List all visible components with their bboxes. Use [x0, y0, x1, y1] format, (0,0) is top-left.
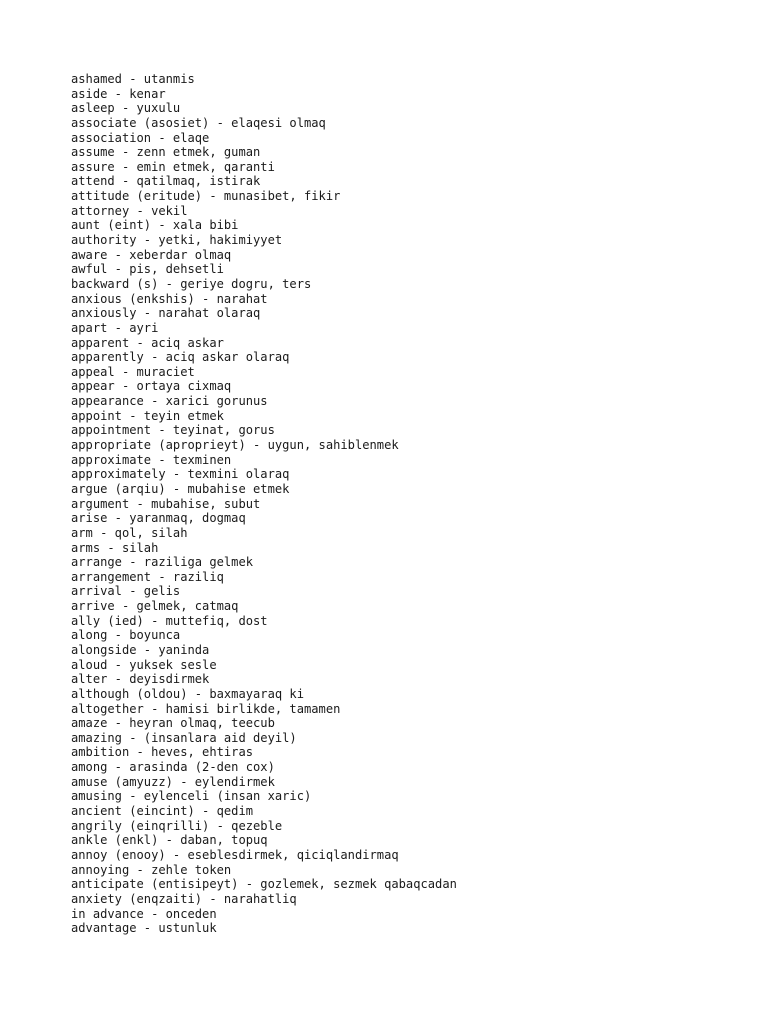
- vocabulary-entry: attitude (eritude) - munasibet, fikir: [71, 189, 341, 204]
- vocabulary-entry: appear - ortaya cixmaq: [71, 379, 232, 394]
- vocabulary-entry: appropriate (aproprieyt) - uygun, sahiblenmek: [71, 438, 399, 453]
- vocabulary-entry: altogether - hamisi birlikde, tamamen: [71, 701, 341, 716]
- vocabulary-entry: aloud - yuksek sesle: [71, 657, 217, 672]
- vocabulary-entry: appearance - xarici gorunus: [71, 394, 268, 409]
- vocabulary-entry: apparently - aciq askar olaraq: [71, 350, 290, 365]
- vocabulary-entry: arrangement - raziliq: [71, 569, 224, 584]
- vocabulary-entry: anxious (enkshis) - narahat: [71, 291, 268, 306]
- vocabulary-entry: associate (asosiet) - elaqesi olmaq: [71, 115, 326, 130]
- vocabulary-entry: although (oldou) - baxmayaraq ki: [71, 686, 304, 701]
- vocabulary-entry: anxiety (enqzaiti) - narahatliq: [71, 891, 297, 906]
- vocabulary-entry: authority - yetki, hakimiyyet: [71, 233, 283, 248]
- vocabulary-entry: arrival - gelis: [71, 584, 181, 599]
- vocabulary-entry: among - arasinda (2-den cox): [71, 760, 275, 775]
- vocabulary-entry: appoint - teyin etmek: [71, 408, 224, 423]
- vocabulary-entry: ancient (eincint) - qedim: [71, 804, 254, 819]
- vocabulary-entry: arms - silah: [71, 540, 159, 555]
- vocabulary-entry: annoy (enooy) - eseblesdirmek, qiciqlandirmaq: [71, 847, 399, 862]
- vocabulary-entry: anxiously - narahat olaraq: [71, 306, 261, 321]
- vocabulary-entry: backward (s) - geriye dogru, ters: [71, 276, 312, 291]
- vocabulary-entry: appointment - teyinat, gorus: [71, 423, 275, 438]
- vocabulary-entry: arm - qol, silah: [71, 525, 188, 540]
- vocabulary-entry: aside - kenar: [71, 86, 166, 101]
- vocabulary-entry: ankle (enkl) - daban, topuq: [71, 833, 268, 848]
- vocabulary-entry: in advance - onceden: [71, 906, 217, 921]
- vocabulary-entry: ally (ied) - muttefiq, dost: [71, 613, 268, 628]
- vocabulary-entry: awful - pis, dehsetli: [71, 262, 224, 277]
- vocabulary-entry: apparent - aciq askar: [71, 335, 224, 350]
- vocabulary-entry: asleep - yuxulu: [71, 101, 181, 116]
- vocabulary-entry: advantage - ustunluk: [71, 921, 217, 936]
- vocabulary-entry: amaze - heyran olmaq, teecub: [71, 716, 275, 731]
- vocabulary-entry: alter - deyisdirmek: [71, 672, 210, 687]
- vocabulary-entry: amazing - (insanlara aid deyil): [71, 730, 297, 745]
- vocabulary-entry: angrily (einqrilli) - qezeble: [71, 818, 283, 833]
- vocabulary-entry: ashamed - utanmis: [71, 72, 195, 86]
- vocabulary-entry: appeal - muraciet: [71, 364, 195, 379]
- vocabulary-entry: approximately - texmini olaraq: [71, 467, 290, 482]
- vocabulary-entry: along - boyunca: [71, 628, 181, 643]
- vocabulary-entry: aware - xeberdar olmaq: [71, 247, 232, 262]
- vocabulary-entry: ambition - heves, ehtiras: [71, 745, 254, 760]
- vocabulary-entry: anticipate (entisipeyt) - gozlemek, sezmek qabaqcadan: [71, 877, 457, 892]
- vocabulary-entry: argument - mubahise, subut: [71, 496, 261, 511]
- vocabulary-entry: association - elaqe: [71, 130, 210, 145]
- vocabulary-entry: amuse (amyuzz) - eylendirmek: [71, 774, 275, 789]
- vocabulary-entry: arise - yaranmaq, dogmaq: [71, 511, 246, 526]
- vocabulary-entry: assure - emin etmek, qaranti: [71, 159, 275, 174]
- vocabulary-entry: arrange - raziliga gelmek: [71, 555, 254, 570]
- vocabulary-entry: aunt (eint) - xala bibi: [71, 218, 239, 233]
- vocabulary-entry: approximate - texminen: [71, 452, 232, 467]
- vocabulary-entry: attorney - vekil: [71, 203, 188, 218]
- vocabulary-entry: argue (arqiu) - mubahise etmek: [71, 481, 290, 496]
- vocabulary-list: [71, 72, 457, 936]
- vocabulary-entry: apart - ayri: [71, 320, 159, 335]
- vocabulary-entry: annoying - zehle token: [71, 862, 232, 877]
- vocabulary-entry: arrive - gelmek, catmaq: [71, 599, 239, 614]
- vocabulary-entry: assume - zenn etmek, guman: [71, 145, 261, 160]
- vocabulary-entry: alongside - yaninda: [71, 642, 210, 657]
- vocabulary-entry: attend - qatilmaq, istirak: [71, 174, 261, 189]
- vocabulary-entry: amusing - eylenceli (insan xaric): [71, 789, 312, 804]
